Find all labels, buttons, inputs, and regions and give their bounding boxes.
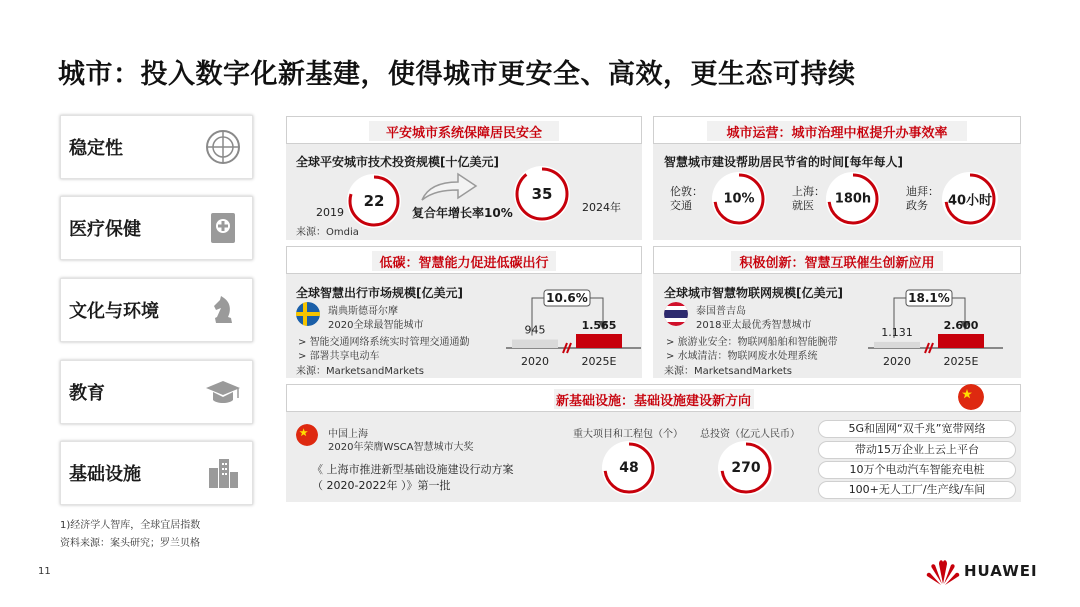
new-infra-pill: 带动15万企业上云上平台 bbox=[818, 441, 1016, 459]
category-healthcare[interactable] bbox=[60, 196, 253, 260]
buildings-icon bbox=[204, 454, 242, 492]
city-ops-value-london: 10% bbox=[723, 191, 755, 207]
chart-bar-2020 bbox=[874, 342, 920, 348]
city-ops-subtitle: 智慧城市建设帮助居民节省的时间[每年每人] bbox=[664, 155, 903, 169]
value-label: 945 bbox=[524, 323, 546, 337]
low-carbon-header bbox=[286, 246, 642, 274]
city-ops-ring-dubai bbox=[942, 172, 998, 226]
bullet-text: 部署共享电动车 bbox=[309, 351, 380, 362]
low-carbon-bullet: > 智能交通网络系统实时管理交通通勤 bbox=[298, 337, 470, 348]
category-label: 医疗保健 bbox=[69, 219, 141, 240]
growth-label: 10.6% bbox=[546, 291, 588, 305]
sweden-flag-icon bbox=[296, 302, 320, 326]
safe-city-subtitle: 全球平安城市技术投资规模[十亿美元] bbox=[296, 155, 499, 169]
new-infra-projects-label: 重大项目和工程包（个） bbox=[573, 429, 683, 440]
china-flag-icon bbox=[296, 424, 318, 446]
safe-city-end-ring bbox=[514, 166, 570, 222]
city-ops-ring-london bbox=[712, 172, 766, 226]
growth-arrow-icon bbox=[418, 168, 480, 204]
new-infra-pill: 100+无人工厂/生产线/车间 bbox=[818, 481, 1016, 499]
innovation-header-text: 积极创新：智慧互联催生创新应用 bbox=[739, 256, 935, 271]
chart-svg bbox=[868, 284, 1018, 374]
safe-city-end-year: 2024年 bbox=[582, 201, 621, 214]
chess-knight-icon bbox=[204, 291, 242, 329]
city-ops-label-shanghai: 上海： 就医 bbox=[792, 185, 825, 212]
low-carbon-bullet: > 部署共享电动车 bbox=[298, 351, 380, 362]
page-number: 11 bbox=[38, 566, 51, 577]
category-label: 基础设施 bbox=[69, 464, 141, 485]
footnote-1: 1)经济学人智库，全球宜居指数 bbox=[60, 520, 201, 531]
low-carbon-city-award: 2020全球最智能城市 bbox=[328, 320, 424, 331]
low-carbon-header-text: 低碳：智慧能力促进低碳出行 bbox=[379, 256, 549, 271]
city-ops-label-dubai: 迪拜： 政务 bbox=[906, 185, 939, 212]
innovation-header bbox=[653, 246, 1021, 274]
china-flag-icon bbox=[958, 384, 984, 410]
new-infra-header-text: 新基础设施：基础设施建设新方向 bbox=[555, 394, 751, 409]
city-ops-value-shanghai: 180h bbox=[834, 191, 872, 207]
category-label: 稳定性 bbox=[69, 138, 123, 159]
thailand-flag-icon bbox=[664, 302, 688, 326]
low-carbon-source: 来源：MarketsandMarkets bbox=[296, 366, 424, 377]
innovation-bullet: > 水域清洁：物联网废水处理系统 bbox=[666, 351, 818, 362]
bullet-text: 智能交通网络系统实时管理交通通勤 bbox=[309, 337, 470, 348]
page-title: 城市：投入数字化新基建，使得城市更安全、高效，更生态可持续 bbox=[58, 59, 856, 90]
new-infra-city-award: 2020年荣膺WSCA智慧城市大奖 bbox=[328, 442, 474, 453]
new-infra-city-name: 中国上海 bbox=[328, 429, 368, 440]
bullet-text: 旅游业安全：物联网船舶和智能腕带 bbox=[677, 337, 838, 348]
safe-city-header bbox=[286, 116, 642, 144]
category-label: 文化与环境 bbox=[69, 301, 159, 322]
new-infra-investment-label: 总投资（亿元人民币） bbox=[700, 429, 800, 440]
new-infra-projects-value: 48 bbox=[619, 460, 639, 476]
innovation-city-award: 2018亚太最优秀智慧城市 bbox=[696, 320, 812, 331]
graduation-cap-icon bbox=[204, 373, 242, 411]
city-ops-header-text: 城市运营：城市治理中枢提升办事效率 bbox=[726, 126, 948, 141]
new-infra-header bbox=[286, 384, 1021, 412]
new-infra-pill: 5G和固网“双千兆”宽带网络 bbox=[818, 420, 1016, 438]
chart-bar-2025E bbox=[938, 334, 984, 348]
chart-bar-2020 bbox=[512, 340, 558, 348]
year-label: 2020 bbox=[883, 355, 911, 368]
new-infra-investment-ring bbox=[718, 441, 774, 495]
innovation-subtitle: 全球城市智慧物联网规模[亿美元] bbox=[664, 286, 843, 300]
category-label: 教育 bbox=[69, 383, 105, 404]
city-ops-value-dubai: 40小时 bbox=[947, 193, 993, 209]
city-ops-ring-shanghai bbox=[826, 172, 880, 226]
huawei-logo-icon bbox=[926, 558, 960, 586]
value-label: 1.131 bbox=[881, 325, 913, 339]
category-education[interactable] bbox=[60, 360, 253, 424]
medical-book-icon bbox=[204, 209, 242, 247]
growth-label: 18.1% bbox=[908, 291, 950, 305]
year-label: 2020 bbox=[521, 355, 549, 368]
category-infrastructure[interactable] bbox=[60, 441, 253, 505]
new-infra-pill: 10万个电动汽车智能充电桩 bbox=[818, 461, 1016, 479]
globe-icon bbox=[204, 128, 242, 166]
innovation-bullet: > 旅游业安全：物联网船舶和智能腕带 bbox=[666, 337, 838, 348]
safe-city-start-year: 2019 bbox=[316, 206, 344, 219]
year-label: 2025E bbox=[581, 355, 617, 368]
safe-city-start-ring bbox=[347, 174, 401, 228]
category-culture-environment[interactable] bbox=[60, 278, 253, 342]
value-label: 1.565 bbox=[581, 319, 617, 332]
safe-city-source: 来源：Omdia bbox=[296, 227, 359, 238]
city-ops-header bbox=[653, 116, 1021, 144]
innovation-city-name: 泰国普吉岛 bbox=[696, 306, 746, 317]
value-label: 2.600 bbox=[943, 319, 979, 332]
low-carbon-subtitle: 全球智慧出行市场规模[亿美元] bbox=[296, 286, 463, 300]
safe-city-start-value: 22 bbox=[363, 192, 385, 210]
new-infra-plan-line1: 《 上海市推进新型基础设施建设行动方案 bbox=[312, 463, 514, 476]
innovation-source: 来源：MarketsandMarkets bbox=[664, 366, 792, 377]
new-infra-investment-value: 270 bbox=[731, 460, 761, 476]
new-infra-plan-line2: （ 2020-2022年 ）》第一批 bbox=[312, 479, 451, 492]
new-infra-projects-ring bbox=[602, 441, 656, 495]
footnote-2: 资料来源：案头研究；罗兰贝格 bbox=[60, 538, 200, 549]
low-carbon-city-name: 瑞典斯德哥尔摩 bbox=[328, 306, 398, 317]
safe-city-header-text: 平安城市系统保障居民安全 bbox=[385, 126, 542, 141]
chart-svg bbox=[506, 284, 656, 374]
bullet-text: 水域清洁：物联网废水处理系统 bbox=[677, 351, 818, 362]
category-stability[interactable] bbox=[60, 115, 253, 179]
brand-name: HUAWEI bbox=[964, 562, 1038, 580]
chart-bar-2025E bbox=[576, 334, 622, 348]
safe-city-end-value: 35 bbox=[531, 185, 553, 203]
safe-city-growth: 复合年增长率10% bbox=[412, 206, 513, 220]
year-label: 2025E bbox=[943, 355, 979, 368]
city-ops-label-london: 伦敦： 交通 bbox=[670, 185, 703, 212]
